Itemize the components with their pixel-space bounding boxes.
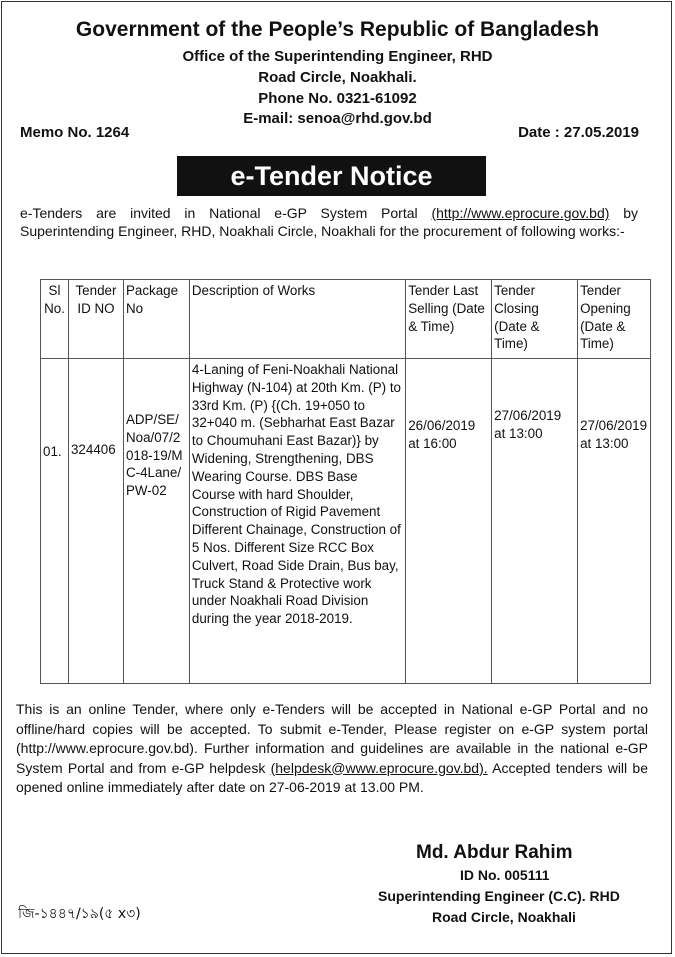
notice-text-part1: This is an online Tender, where only e-Tenders will be accepted in National e-GP Portal and no offline/hard copies will be accepted. To submit e-Tender, Please register on e-GP system portal (http://www.eprocure.gov.bd). Further information and guidelines are available in the national e-GP System Portal and from e-GP helpdesk <box>16 701 648 776</box>
phone-line: Phone No. 0321-61092 <box>258 90 417 107</box>
circle-line: Road Circle, Noakhali. <box>258 69 417 86</box>
email-line: E-mail: senoa@rhd.gov.bd <box>243 110 432 127</box>
notice-paragraph <box>16 700 648 798</box>
table-row <box>41 359 651 684</box>
cell-last-selling <box>406 359 492 684</box>
cell-opening <box>578 359 651 684</box>
header-closing: Tender Closing (Date & Time) <box>492 280 578 359</box>
opening-value: 27/06/2019 at 13:00 <box>580 418 648 451</box>
signatory-id: ID No. 005111 <box>460 867 550 883</box>
header-opening: Tender Opening (Date & Time) <box>578 280 651 359</box>
memo-date: Date : 27.05.2019 <box>518 124 639 141</box>
eprocure-link[interactable]: (http://www.eprocure.gov.bd) <box>431 205 610 221</box>
reference-number: জি-১৪৪৭/১৯(৫ x৩) <box>18 906 141 922</box>
memo-number: Memo No. 1264 <box>20 124 130 141</box>
cell-package <box>123 359 189 684</box>
table-header-row <box>41 280 651 359</box>
tender-table <box>40 279 651 684</box>
signatory-name: Md. Abdur Rahim <box>416 842 573 863</box>
office-line: Office of the Superintending Engineer, RHD <box>182 48 493 65</box>
government-heading: Government of the People’s Republic of Bangladesh <box>75 18 600 41</box>
intro-text-after: by Superintending Engineer, RHD, Noakhali Circle, Noakhali for the procurement of following works:- <box>20 205 638 239</box>
closing-value: 27/06/2019 at 13:00 <box>494 408 562 441</box>
header-package: Package No <box>123 280 189 359</box>
intro-paragraph <box>20 204 638 240</box>
header-last-selling: Tender Last Selling (Date & Time) <box>406 280 492 359</box>
last-selling-value: 26/06/2019 at 16:00 <box>408 418 476 451</box>
header-description: Description of Works <box>189 280 405 359</box>
tender-id-value: 324406 <box>70 442 116 457</box>
signatory-title: Superintending Engineer (C.C). RHD <box>378 888 620 904</box>
signatory-circle: Road Circle, Noakhali <box>432 909 576 925</box>
intro-text-before: e-Tenders are invited in National e-GP System Portal <box>20 205 432 221</box>
cell-closing <box>492 359 578 684</box>
helpdesk-link[interactable]: (helpdesk@www.eprocure.gov.bd). <box>270 759 488 776</box>
notice-banner: e-Tender Notice <box>177 156 486 196</box>
cell-description: 4-Laning of Feni-Noakhali National Highway (N-104) at 20th Km. (P) to 33rd Km. (P) {(Ch. 19+050 to 32+040 m. (Sebharhat East Bazar to Choumuhani East Bazar)} by Widening, Strengthening, DBS Wearing Course. DBS Base Course with hard Shoulder, Construction of Rigid Pavement Different Chainage, Construction of 5 Nos. Different Size RCC Box Culvert, Road Side Drain, Bus bay, Truck Stand & Protective work under Noakhali Road Division during the year 2018-2019. <box>189 359 405 684</box>
header-sl: Sl No. <box>41 280 69 359</box>
cell-tender-id <box>68 359 123 684</box>
notice-text-part2: Accepted tenders will be opened online immediately after date on 27-06-2019 at 13.00 PM. <box>16 759 648 795</box>
header-tender-id: Tender ID NO <box>68 280 123 359</box>
sl-value: 01. <box>43 444 62 459</box>
package-value: ADP/SE/Noa/07/2018-19/MC-4Lane/PW-02 <box>125 412 183 499</box>
cell-sl <box>41 359 69 684</box>
